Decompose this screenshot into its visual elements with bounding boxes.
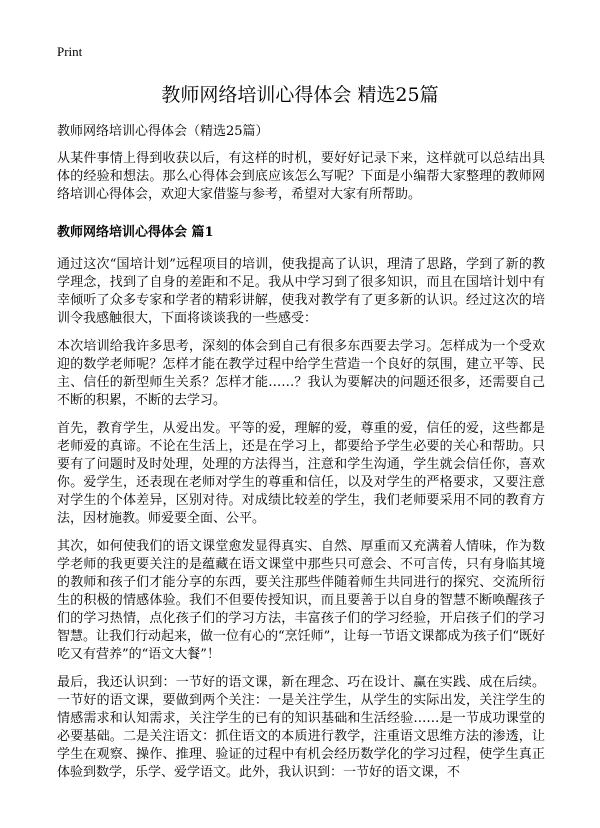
- print-link[interactable]: Print: [57, 44, 83, 59]
- page-title: 教师网络培训心得体会 精选25篇: [161, 84, 439, 106]
- intro-paragraph: 从某件事情上得到收获以后，有这样的时机，要好好记录下来，这样就可以总结出具体的经验和想法。那么心得体会到底应该怎么写呢？下面是小编帮大家整理的教师网络培训心得体会，欢迎大家借鉴与参考，希望对大家有所帮助。: [57, 151, 545, 202]
- body-paragraph-5: 最后，我还认识到：一节好的语文课，新在理念、巧在设计、赢在实践、成在后续。一节好的语文课，要做到两个关注：一是关注学生，从学生的实际出发，关注学生的情感需求和认知需求，关注学生的已有的知识基础和生活经验……是一节成功课堂的必要基础。二是关注语文：抓住语文的本质进行教学，注重语文思维方法的渗透，让学生在观察、操作、推理、验证的过程中有机会经历数学化的学习过程，使学生真正体验到数学，乐学、爱学语文。此外，我认识到：一节好的语文课，不: [57, 675, 545, 780]
- body-paragraph-2: 本次培训给我许多思考，深刻的体会到自己有很多东西要去学习。怎样成为一个受欢迎的数学老师呢？怎样才能在教学过程中给学生营造一个良好的氛围，建立平等、民主、信任的新型师生关系？怎样才能……？我认为要解决的问题还很多，还需要自己不断的积累，不断的去学习。: [57, 339, 545, 408]
- article-body: [57, 150, 545, 792]
- body-paragraph-1: 通过这次“国培计划”远程项目的培训，使我提高了认识，理清了思路，学到了新的教学理念，找到了自身的差距和不足。我从中学习到了很多知识，而且在国培计划中有幸倾听了众多专家和学者的精彩讲解，使我对教学有了更多新的认识。经过这次的培训令我感触很大，下面将谈谈我的一些感受：: [57, 257, 545, 326]
- body-paragraph-4: 其次，如何使我们的语文课堂愈发显得真实、自然、厚重而又充满着人情味，作为数学老师的我更要关注的是蕴藏在语文课堂中那些只可意会、不可言传，只有身临其境的教师和孩子们才能分享的东西，要关注那些伴随着师生共同进行的探究、交流所衍生的积极的情感体验。我们不但要传授知识，而且要善于以自身的智慧不断唤醒孩子们的学习热情，点化孩子们的学习方法，丰富孩子们的学习经验，开启孩子们的学习智慧。让我们行动起来，做一位有心的“烹饪师”，让每一节语文课都成为孩子们“既好吃又有营养”的“语文大餐”！: [57, 539, 545, 662]
- section-heading: 教师网络培训心得体会 篇1: [57, 225, 214, 240]
- subtitle: 教师网络培训心得体会（精选25篇）: [57, 124, 269, 139]
- body-paragraph-3: 首先，教育学生，从爱出发。平等的爱，理解的爱，尊重的爱，信任的爱，这些都是老师爱的真谛。不论在生活上，还是在学习上，都要给予学生必要的关心和帮助。只要有了问题时及时处理，处理的方法得当，注意和学生沟通，学生就会信任你，喜欢你。爱学生，还表现在老师对学生的尊重和信任，以及对学生的严格要求，又要注意对学生的个体差异，区别对待。对成绩比较差的学生，我们老师要采用不同的教育方法，因材施教。师爱要全面、公平。: [57, 421, 545, 526]
